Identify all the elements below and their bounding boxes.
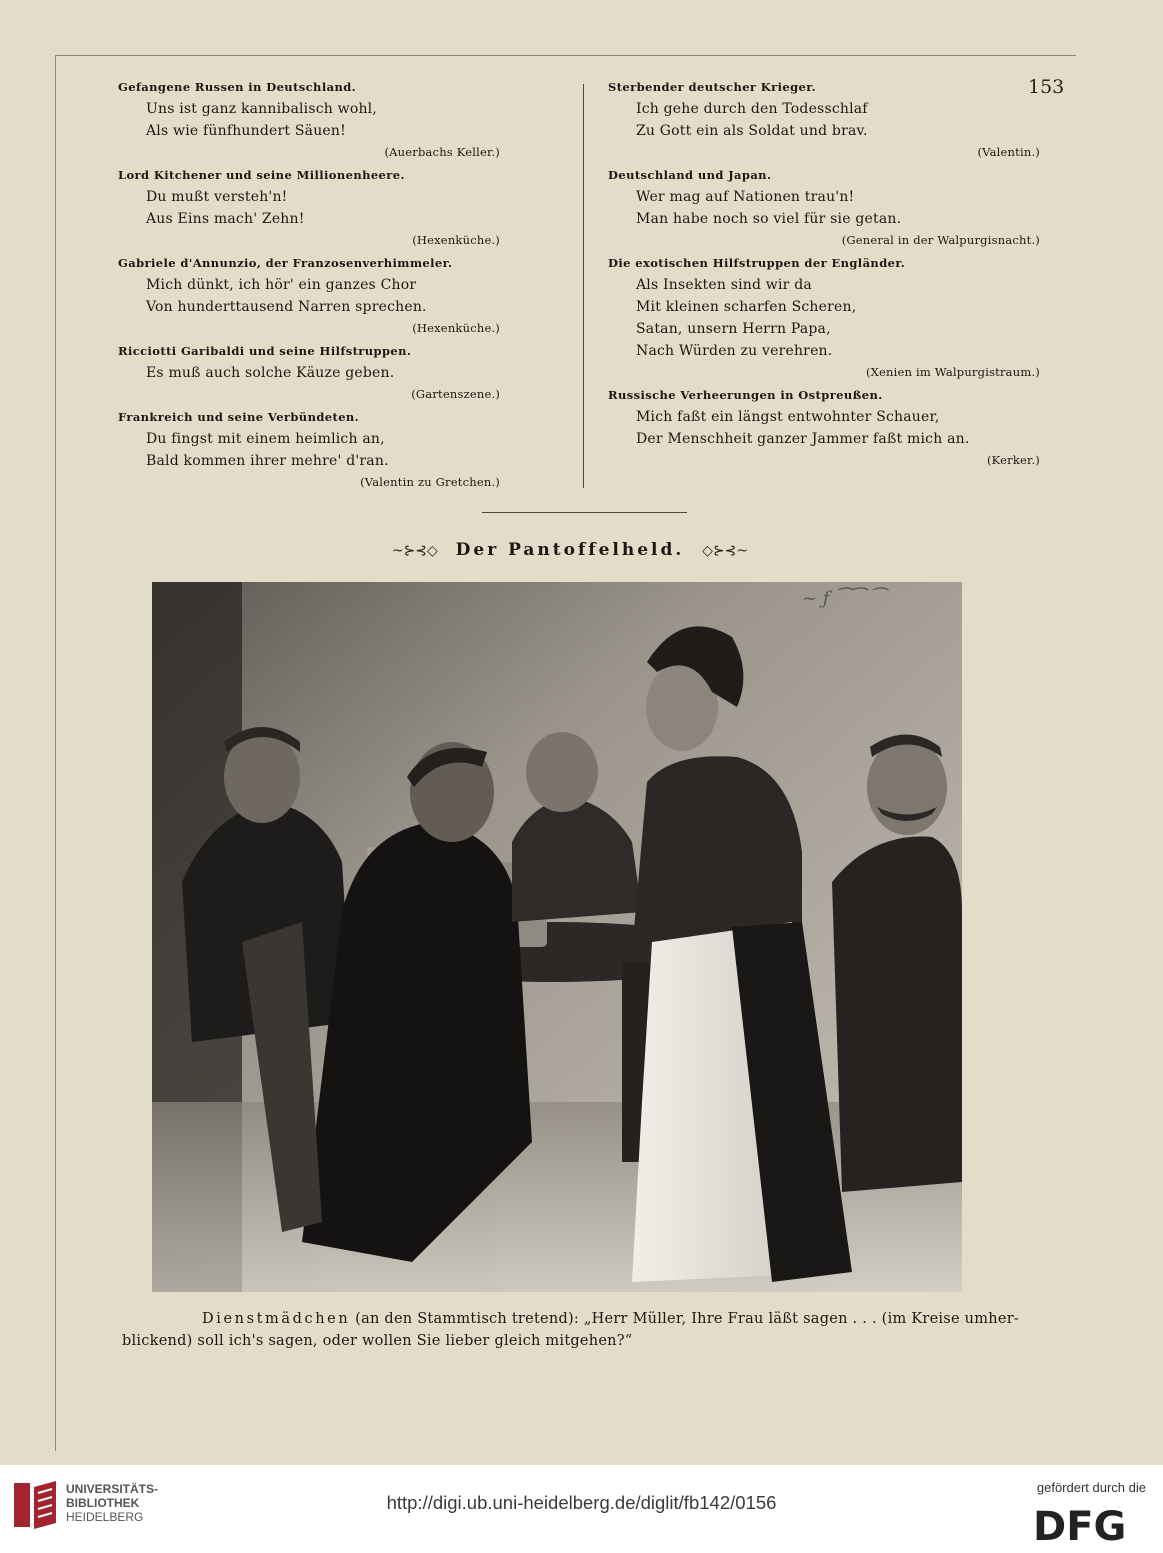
library-line-3: HEIDELBERG [66, 1510, 144, 1524]
ornament-left: ~⊱⊰◇ [391, 543, 438, 559]
entry-source: (Hexenküche.) [412, 233, 500, 247]
verse-line: Zu Gott ein als Soldat und brav. [636, 123, 868, 139]
caption-line-2: blickend) soll ich's sagen, oder wollen Sie lieber gleich mitgehen?“ [122, 1333, 633, 1349]
poem-entry [118, 340, 518, 404]
cartoon-caption [122, 1308, 1042, 1352]
entry-source: (General in der Walpurgisnacht.) [841, 233, 1040, 247]
entry-title: Russische Verheerungen in Ostpreußen. [608, 388, 883, 402]
poem-entry [118, 76, 518, 162]
cartoon-title-row [380, 540, 760, 560]
entry-source: (Valentin zu Gretchen.) [360, 475, 500, 489]
verse-line: Du mußt versteh'n! [146, 189, 288, 205]
poem-entry [118, 252, 518, 338]
verse-line: Mich faßt ein längst entwohnter Schauer, [636, 409, 940, 425]
caption-speaker: Dienstmädchen [202, 1311, 351, 1327]
poem-entry [118, 406, 518, 492]
entry-source: (Valentin.) [977, 145, 1040, 159]
entry-source: (Gartenszene.) [411, 387, 500, 401]
man-center-head [526, 732, 598, 812]
verse-line: Wer mag auf Nationen trau'n! [636, 189, 855, 205]
right-column [608, 76, 1068, 470]
entry-title: Gefangene Russen in Deutschland. [118, 80, 357, 94]
verse-line: Man habe noch so viel für sie getan. [636, 211, 902, 227]
entry-source: (Xenien im Walpurgistraum.) [865, 365, 1040, 379]
poem-entry [608, 76, 1068, 162]
entry-source: (Kerker.) [986, 453, 1040, 467]
verse-line: Von hunderttausend Narren sprechen. [146, 299, 427, 315]
verse-line: Als wie fünfhundert Säuen! [146, 123, 346, 139]
library-line-1: UNIVERSITÄTS- [66, 1482, 159, 1496]
caption-line-1 [202, 1308, 1042, 1330]
funded-by-label: gefördert durch die [1036, 1480, 1146, 1495]
verse-line: Es muß auch solche Käuze geben. [146, 365, 395, 381]
entry-title: Lord Kitchener und seine Millionenheere. [118, 168, 405, 182]
verse-line: Satan, unsern Herrn Papa, [636, 321, 831, 337]
column-divider [583, 84, 584, 488]
left-column [118, 76, 518, 492]
verse-line: Mit kleinen scharfen Scheren, [636, 299, 857, 315]
artist-signature: ~ ƒ ⁀⁀ ⁀ [802, 588, 885, 609]
page-number: 153 [1028, 76, 1065, 98]
verse-line: Bald kommen ihrer mehre' d'ran. [146, 453, 389, 469]
verse-line: Nach Würden zu verehren. [636, 343, 833, 359]
section-rule [482, 512, 687, 513]
poem-entry [608, 164, 1068, 250]
entry-source: (Auerbachs Keller.) [384, 145, 500, 159]
poem-entry [608, 384, 1068, 470]
illustration-drawing [152, 582, 962, 1292]
entry-title: Frankreich und seine Verbündeten. [118, 410, 360, 424]
entry-title: Sterbender deutscher Krieger. [608, 80, 817, 94]
man-right-body [832, 837, 962, 1192]
verse-line: Als Insekten sind wir da [636, 277, 812, 293]
poem-entry [118, 164, 518, 250]
entry-source: (Hexenküche.) [412, 321, 500, 335]
verse-line: Du fingst mit einem heimlich an, [146, 431, 385, 447]
ornament-right: ◇⊱⊰~ [702, 543, 749, 559]
cartoon-illustration [152, 582, 962, 1292]
waitress-blouse [632, 756, 802, 952]
verse-line: Uns ist ganz kannibalisch wohl, [146, 101, 377, 117]
entry-title: Die exotischen Hilfstruppen der Engländer. [608, 256, 906, 270]
verse-line: Mich dünkt, ich hör' ein ganzes Chor [146, 277, 417, 293]
verse-line: Ich gehe durch den Todesschlaf [636, 101, 868, 117]
poem-entry [608, 252, 1068, 382]
funder-name: DFG [1033, 1504, 1127, 1546]
entry-title: Ricciotti Garibaldi und seine Hilfstruppen. [118, 344, 412, 358]
caption-text-1: (an den Stammtisch tretend): „Herr Müller, Ihre Frau läßt sagen . . . (im Kreise umher- [355, 1311, 1020, 1327]
entry-title: Deutschland und Japan. [608, 168, 772, 182]
verse-line: Der Menschheit ganzer Jammer faßt mich an. [636, 431, 970, 447]
entry-title: Gabriele d'Annunzio, der Franzosenverhimmeler. [118, 256, 453, 270]
library-line-2: BIBLIOTHEK [66, 1496, 140, 1510]
dfg-logo-icon[interactable] [1033, 1504, 1145, 1550]
permalink-url[interactable]: http://digi.ub.uni-heidelberg.de/diglit/fb142/0156 [386, 1492, 777, 1513]
verse-line: Aus Eins mach' Zehn! [146, 211, 305, 227]
cartoon-title: Der Pantoffelheld. [455, 540, 685, 560]
